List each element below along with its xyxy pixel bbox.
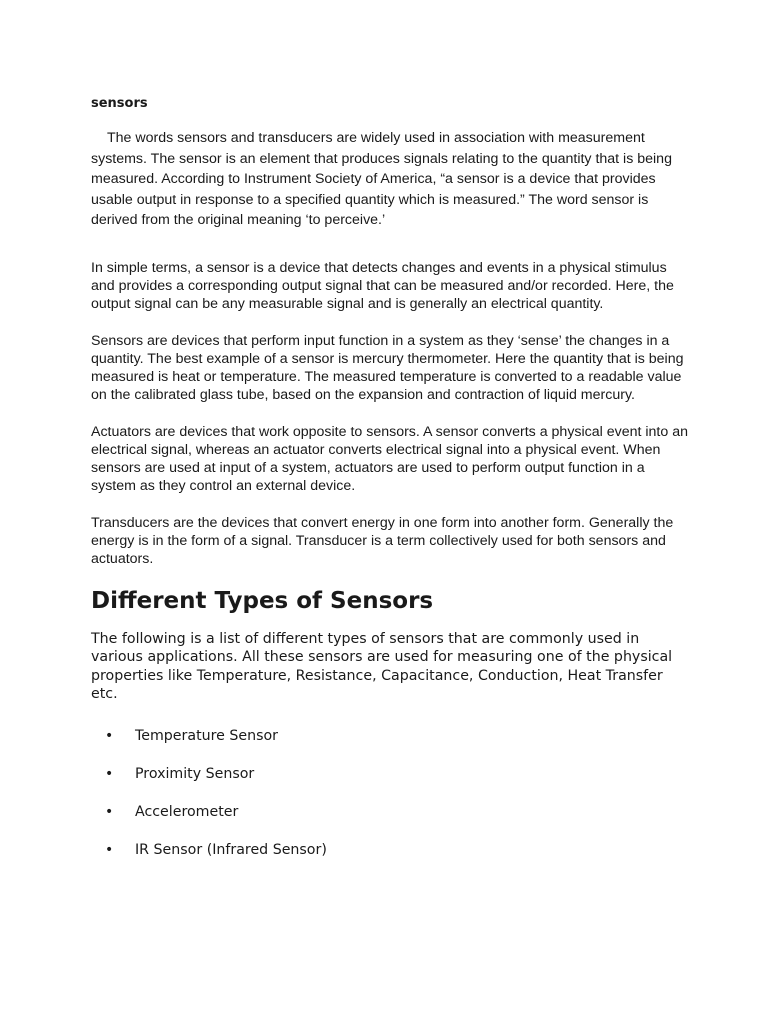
list-item-label: IR Sensor (Infrared Sensor): [135, 841, 327, 858]
list-item-label: Accelerometer: [135, 803, 239, 820]
paragraph-definition: The words sensors and transducers are widely used in association with measurement systems. The sensor is an element that produces signals relating to the quantity that is being measured. According to Instrument Society of America, “a sensor is a device that provides usable output in response to a specified quantity which is measured.” The word sensor is derived from the original meaning ‘to perceive.’: [91, 130, 672, 228]
list-item: [91, 764, 691, 784]
bullet-icon: •: [105, 841, 114, 858]
list-item-label: Temperature Sensor: [135, 727, 279, 744]
list-item: [91, 802, 691, 822]
bullet-icon: •: [105, 803, 114, 820]
section-intro: The following is a list of different types of sensors that are commonly used in various applications. All these sensors are used for measuring one of the physical properties like Temperature, Resistance, Capacitance, Conduction, Heat Transfer etc.: [91, 630, 673, 702]
document-label: sensors: [91, 96, 148, 111]
sensor-type-list: [91, 726, 691, 860]
list-item: [91, 840, 691, 860]
paragraph-transducers: Transducers are the devices that convert energy in one form into another form. Generally the energy is in the form of a signal. Transducer is a term collectively used for both sensors and actuators.: [91, 514, 674, 567]
document-page: [91, 94, 691, 878]
list-item: [91, 726, 691, 746]
paragraph-input-function: Sensors are devices that perform input function in a system as they ‘sense’ the changes in a quantity. The best example of a sensor is mercury thermometer. Here the quantity that is being measured is heat or temperature. The measured temperature is converted to a readable value on the calibrated glass tube, based on the expansion and contraction of liquid mercury.: [91, 332, 684, 403]
bullet-icon: •: [105, 727, 114, 744]
bullet-icon: •: [105, 765, 114, 782]
section-heading: Different Types of Sensors: [91, 587, 434, 614]
list-item-label: Proximity Sensor: [135, 765, 255, 782]
paragraph-simple-terms: In simple terms, a sensor is a device that detects changes and events in a physical stimulus and provides a corresponding output signal that can be measured and/or recorded. Here, the output signal can be any measurable signal and is generally an electrical quantity.: [91, 259, 674, 312]
paragraph-actuators: Actuators are devices that work opposite to sensors. A sensor converts a physical event into an electrical signal, whereas an actuator converts electrical signal into a physical event. When sensors are used at input of a system, actuators are used to perform output function in a system as they control an external device.: [91, 423, 688, 494]
